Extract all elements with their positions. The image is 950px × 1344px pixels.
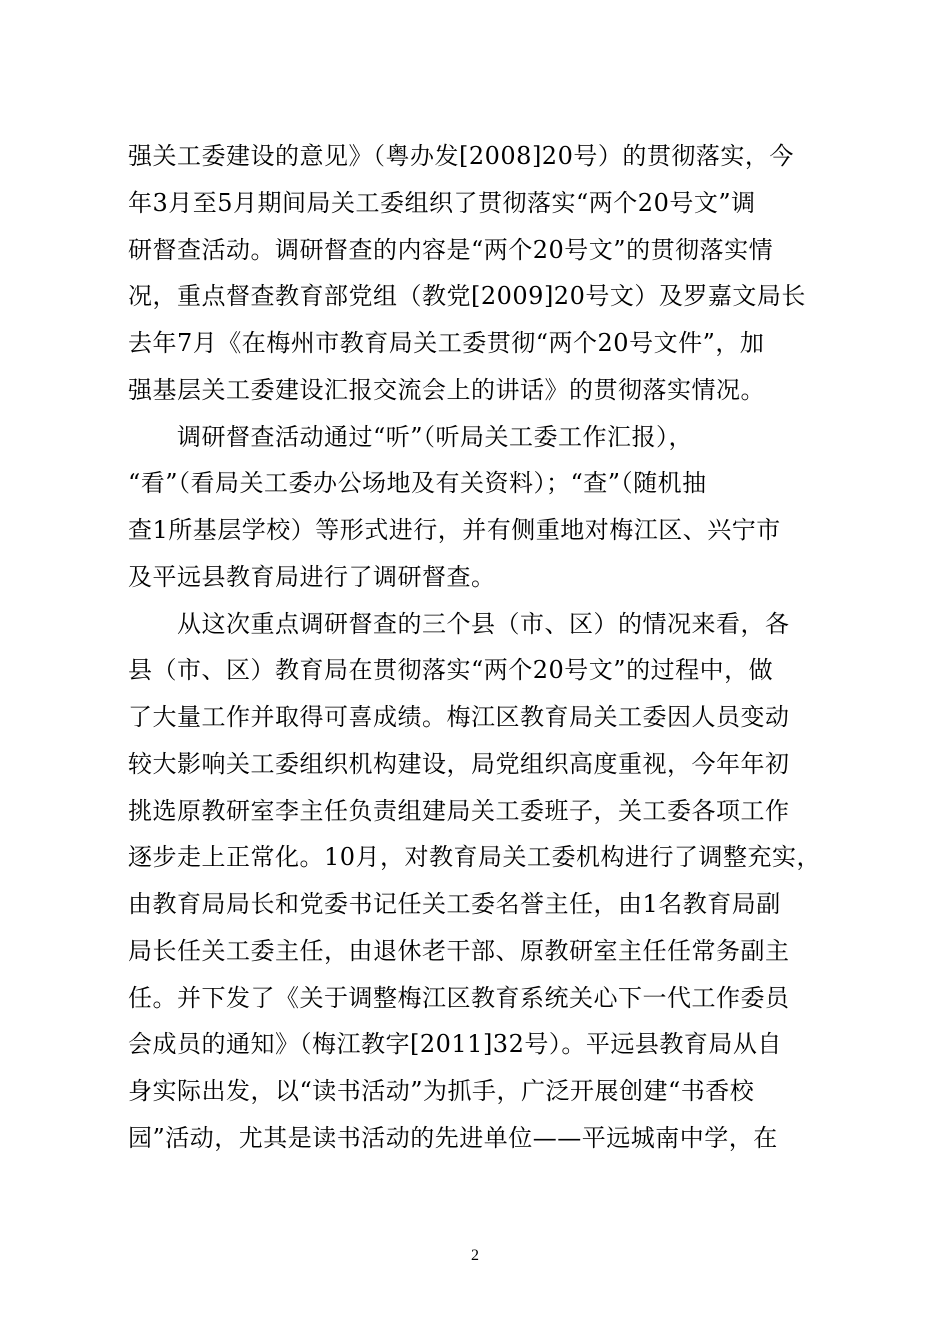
text-line: 去年7月《在梅州市教育局关工委贯彻“两个20号文件”，加 bbox=[128, 329, 765, 357]
text-line: 及平远县教育局进行了调研督查。 bbox=[128, 562, 496, 591]
text-line: 查1所基层学校）等形式进行，并有侧重地对梅江区、兴宁市 bbox=[128, 516, 781, 544]
text-line: 任。并下发了《关于调整梅江区教育系统关心下一代工作委员 bbox=[128, 983, 790, 1012]
page-number: 2 bbox=[471, 1247, 479, 1264]
text-line: 园”活动，尤其是读书活动的先进单位——平远城南中学，在 bbox=[128, 1123, 778, 1152]
text-line: 调研督查活动通过“听”（听局关工委工作汇报）， bbox=[128, 422, 694, 451]
text-line: 较大影响关工委组织机构建设，局党组织高度重视，今年年初 bbox=[128, 749, 790, 778]
text-line: 局长任关工委主任，由退休老干部、原教研室主任任常务副主 bbox=[128, 936, 790, 965]
text-line: 县（市、区）教育局在贯彻落实“两个20号文”的过程中，做 bbox=[128, 656, 774, 685]
text-line: 年3月至5月期间局关工委组织了贯彻落实“两个20号文”调 bbox=[128, 188, 756, 217]
text-line: “看”（看局关工委办公场地及有关资料）；“查”（随机抽 bbox=[128, 469, 707, 498]
text-line: 了大量工作并取得可喜成绩。梅江区教育局关工委因人员变动 bbox=[128, 703, 790, 731]
text-line: 强关工委建设的意见》（粤办发[2008]20号）的贯彻落实，今 bbox=[128, 142, 794, 170]
text-line: 挑选原教研室李主任负责组建局关工委班子，关工委各项工作 bbox=[128, 796, 790, 825]
text-line: 况，重点督查教育部党组（教党[2009]20号文）及罗嘉文局长 bbox=[128, 282, 806, 311]
body-text bbox=[128, 133, 838, 1162]
text-line: 由教育局局长和党委书记任关工委名誉主任，由1名教育局副 bbox=[128, 890, 781, 918]
text-line: 会成员的通知》（梅江教字[2011]32号）。平远县教育局从自 bbox=[128, 1030, 782, 1059]
text-line: 强基层关工委建设汇报交流会上的讲话》的贯彻落实情况。 bbox=[128, 375, 765, 404]
text-line: 逐步走上正常化。10月，对教育局关工委机构进行了调整充实， bbox=[128, 843, 822, 872]
text-line: 从这次重点调研督查的三个县（市、区）的情况来看，各 bbox=[128, 609, 790, 638]
text-line: 身实际出发，以“读书活动”为抓手，广泛开展创建“书香校 bbox=[128, 1077, 755, 1105]
text-line: 研督查活动。调研督查的内容是“两个20号文”的贯彻落实情 bbox=[128, 235, 774, 264]
